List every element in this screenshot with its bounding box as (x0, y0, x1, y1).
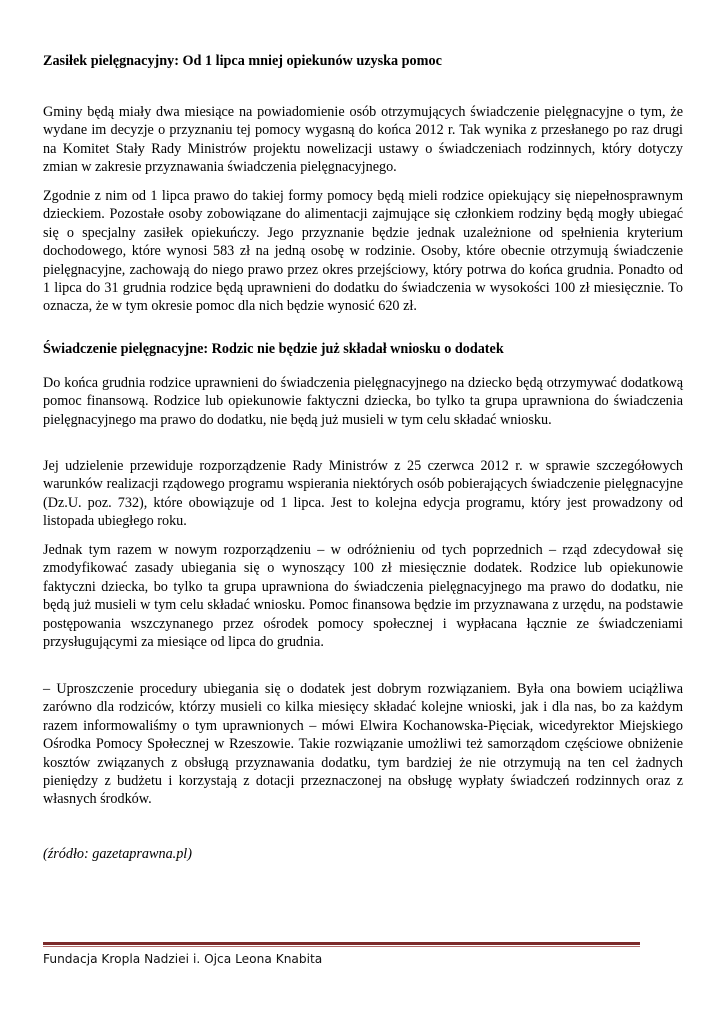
footer-divider-thin (43, 946, 640, 947)
paragraph-3: Do końca grudnia rodzice uprawnieni do świadczenia pielęgnacyjnego na dziecko będą otrzymywać dodatkową pomoc finansową. Rodzice lub opiekunowie faktyczni dziecka, bo tylko ta grupa uprawniona do świadczenia pielęgnacyjnego ma prawo do dodatku, nie będą już musieli w tym celu składać wniosku. (43, 375, 683, 428)
paragraph-1: Gminy będą miały dwa miesiące na powiadomienie osób otrzymujących świadczenie pielęgnacyjne o tym, że wydane im decyzje o przyznaniu tej pomocy wygasną do końca 2012 r. Tak wynika z przesłanego po raz drugi na Komitet Stały Rady Ministrów projektu nowelizacji ustawy o świadczeniach rodzinnych, który dotyczy zmian w zakresie przyznawania świadczenia pielęgnacyjnego. (43, 104, 683, 176)
heading-zasilek: Zasiłek pielęgnacyjny: Od 1 lipca mniej opiekunów uzyska pomoc (43, 53, 442, 69)
heading-swiadczenie: Świadczenie pielęgnacyjne: Rodzic nie będzie już składał wniosku o dodatek (43, 341, 504, 357)
footer-divider (43, 942, 640, 945)
paragraph-6: – Uproszczenie procedury ubiegania się o dodatek jest dobrym rozwiązaniem. Była ona bowiem uciążliwa zarówno dla rodziców, którzy musieli co kilka miesięcy składać kolejne wnioski, jak i dla nas, bo za każdym razem informowaliśmy o tym uprawnionych – mówi Elwira Kochanowska-Pięciak, wicedyrektor Miejskiego Ośrodka Pomocy Społecznej w Rzeszowie. Takie rozwiązanie umożliwi też samorządom częściowe obniżenie kosztów związanych z obsługą przyznawania dodatku, tym bardziej że nie otrzymują na ten cel żadnych pieniędzy z budżetu i korzystają z dotacji przeznaczonej na obsługę wypłaty świadczeń rodzinnych oraz z własnych środków. (43, 681, 683, 808)
footer-text: Fundacja Kropla Nadziei i. Ojca Leona Knabita (43, 952, 323, 966)
paragraph-4: Jej udzielenie przewiduje rozporządzenie Rady Ministrów z 25 czerwca 2012 r. w sprawie szczegółowych warunków realizacji rządowego programu wspierania niektórych osób pobierających świadczenie pielęgnacyjne (Dz.U. poz. 732), które obowiązuje od 1 lipca. Jest to kolejna edycja programu, który jest prowadzony od listopada ubiegłego roku. (43, 458, 683, 530)
paragraph-2: Zgodnie z nim od 1 lipca prawo do takiej formy pomocy będą mieli rodzice opiekujący się niepełnosprawnym dzieckiem. Pozostałe osoby zobowiązane do alimentacji zajmujące się członkiem rodziny będą mogły ubiegać się o specjalny zasiłek opiekuńczy. Jego przyznanie będzie jednak uzależnione od spełnienia kryterium dochodowego, które wynosi 583 zł na jedną osobę w rodzinie. Osoby, które obecnie otrzymują świadczenie pielęgnacyjne, zachowają do niego prawo przez okres przejściowy, który potrwa do końca grudnia. Ponadto od 1 lipca do 31 grudnia rodzice będą uprawnieni do dodatku do świadczenia w wysokości 100 zł miesięcznie. To oznacza, że w tym okresie pomoc dla nich będzie wynosić 620 zł. (43, 188, 683, 315)
source-citation: (źródło: gazetaprawna.pl) (43, 846, 192, 862)
paragraph-5: Jednak tym razem w nowym rozporządzeniu – w odróżnieniu od tych poprzednich – rząd zdecydował się zmodyfikować zasady ubiegania się o wynoszący 100 zł miesięcznie dodatek. Rodzice lub opiekunowie faktyczni dziecka, bo tylko ta grupa uprawniona do świadczenia pielęgnacyjnego ma prawo do dodatku, nie będą już musieli w tym celu składać wniosku. Pomoc finansowa będzie im przyznawana z urzędu, na podstawie postępowania wszczynanego przez ośrodek pomocy społecznej i wypłacana łącznie ze świadczeniami przysługującymi za miesiące od lipca do grudnia. (43, 542, 683, 651)
